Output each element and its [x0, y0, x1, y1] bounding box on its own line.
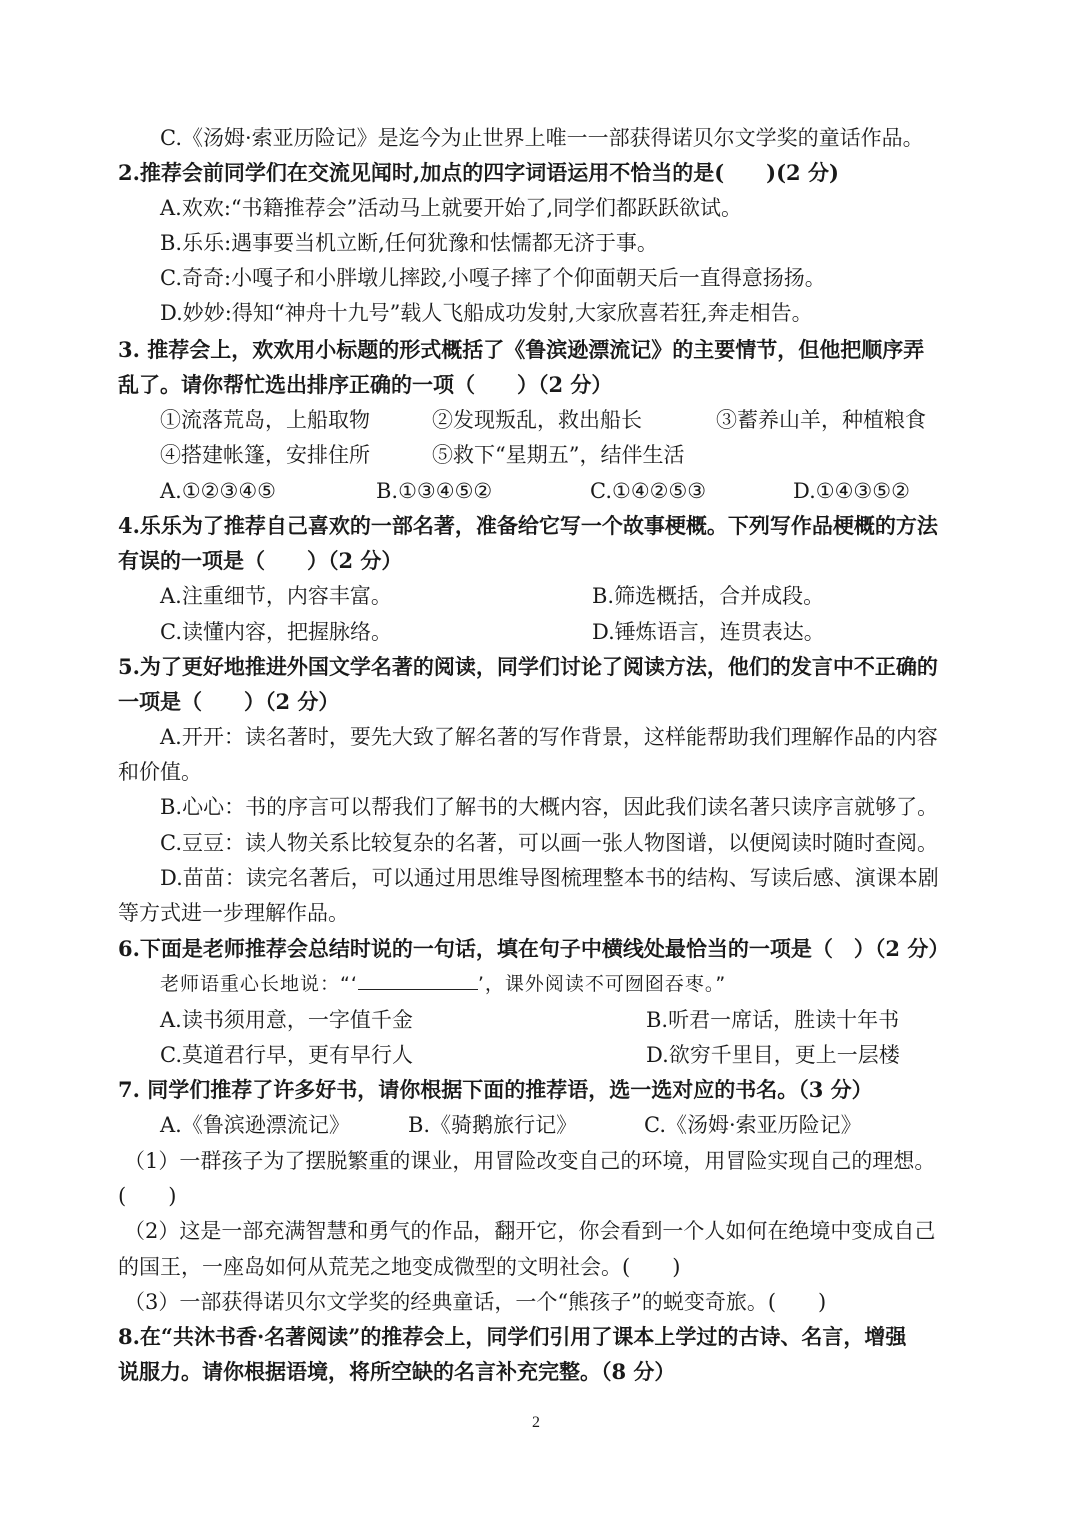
q3-item-1: ①流落荒岛，上船取物 [160, 408, 370, 432]
q5-option-b: B.心心：书的序言可以帮我们了解书的大概内容，因此我们读名著只读序言就够了。 [160, 795, 939, 819]
q4-option-d: D.锤炼语言，连贯表达。 [592, 620, 825, 644]
q5-option-c: C.豆豆：读人物关系比较复杂的名著，可以画一张人物图谱，以便阅读时随时查阅。 [160, 831, 938, 855]
q2-option-c: C.奇奇:小嘎子和小胖墩儿摔跤,小嘎子摔了个仰面朝天后一直得意扬扬。 [160, 266, 826, 290]
q3-option-d: D.①④③⑤② [793, 479, 910, 503]
q3-item-4: ④搭建帐篷，安排住所 [160, 443, 370, 467]
q6-teacher-quote [160, 969, 726, 999]
q5-stem-line1: 5.为了更好地推进外国文学名著的阅读，同学们讨论了阅读方法，他们的发言中不正确的 [118, 654, 938, 679]
q6-quote-before: 老师语重心长地说：“‘ [160, 973, 358, 995]
q3-item-5: ⑤救下“星期五”，结伴生活 [432, 443, 685, 467]
q8-stem-line2: 说服力。请你根据语境，将所空缺的名言补充完整。（8 分） [118, 1359, 676, 1384]
q2-stem: 2.推荐会前同学们在交流见闻时,加点的四字词语运用不恰当的是( )(2 分) [118, 160, 839, 185]
q6-option-b: B.听君一席话，胜读十年书 [646, 1008, 900, 1032]
q6-option-a: A.读书须用意，一字值千金 [160, 1008, 413, 1032]
q5-stem-line2: 一项是（ ）（2 分） [118, 689, 340, 714]
q8-stem-line1: 8.在“共沐书香·名著阅读”的推荐会上，同学们引用了课本上学过的古诗、名言，增强 [118, 1324, 907, 1349]
q6-fill-blank[interactable] [358, 971, 478, 990]
q7-item-1: （1）一群孩子为了摆脱繁重的课业，用冒险改变自己的环境，用冒险实现自己的理想。 [124, 1149, 936, 1173]
q6-option-d: D.欲穷千里目，更上一层楼 [646, 1043, 900, 1067]
q3-option-c: C.①④②⑤③ [590, 479, 707, 503]
q3-item-3: ③蓄养山羊，种植粮食 [716, 408, 926, 432]
q3-stem-line1: 3. 推荐会上，欢欢用小标题的形式概括了《鲁滨逊漂流记》的主要情节，但他把顺序弄 [118, 337, 925, 362]
q6-quote-after: ’，课外阅读不可囫囵吞枣。” [477, 973, 727, 995]
q7-book-b: B.《骑鹅旅行记》 [408, 1113, 578, 1137]
q7-item-2-line1: （2）这是一部充满智慧和勇气的作品，翻开它，你会看到一个人如何在绝境中变成自己 [124, 1219, 936, 1243]
q3-stem-line2: 乱了。请你帮忙选出排序正确的一项（ ）（2 分） [118, 372, 613, 397]
q3-option-a: A.①②③④⑤ [160, 479, 276, 503]
q5-option-d-line2: 等方式进一步理解作品。 [118, 901, 349, 925]
q7-stem: 7. 同学们推荐了许多好书，请你根据下面的推荐语，选一选对应的书名。（3 分） [118, 1077, 873, 1102]
q3-item-2: ②发现叛乱，救出船长 [432, 408, 642, 432]
q5-option-a-line1: A.开开：读名著时，要先大致了解名著的写作背景，这样能帮助我们理解作品的内容 [160, 725, 938, 749]
q6-option-c: C.莫道君行早，更有早行人 [160, 1043, 413, 1067]
q5-option-d-line1: D.苗苗：读完名著后，可以通过用思维导图梳理整本书的结构、写读后感、演课本剧 [160, 866, 939, 890]
q4-option-a: A.注重细节，内容丰富。 [160, 584, 392, 608]
q4-option-c: C.读懂内容，把握脉络。 [160, 620, 392, 644]
q7-item-1-answer: ( ) [118, 1184, 177, 1208]
q7-book-a: A.《鲁滨逊漂流记》 [160, 1113, 350, 1137]
q7-item-3: （3）一部获得诺贝尔文学奖的经典童话，一个“熊孩子”的蜕变奇旅。( ) [124, 1290, 827, 1314]
q2-option-a: A.欢欢:“书籍推荐会”活动马上就要开始了,同学们都跃跃欲试。 [160, 196, 743, 220]
q7-item-2-line2: 的国王，一座岛如何从荒芜之地变成微型的文明社会。( ) [118, 1255, 681, 1279]
page-number: 2 [532, 1414, 540, 1431]
q2-option-d: D.妙妙:得知“神舟十九号”载人飞船成功发射,大家欣喜若狂,奔走相告。 [160, 301, 813, 325]
q3-option-b: B.①③④⑤② [376, 479, 493, 503]
q5-option-a-line2: 和价值。 [118, 760, 202, 784]
q4-stem-line2: 有误的一项是（ ）（2 分） [118, 548, 403, 573]
q1-option-c: C.《汤姆·索亚历险记》是迄今为止世界上唯一一部获得诺贝尔文学奖的童话作品。 [160, 126, 924, 150]
q4-stem-line1: 4.乐乐为了推荐自己喜欢的一部名著，准备给它写一个故事梗概。下列写作品梗概的方法 [118, 513, 938, 538]
q6-stem: 6.下面是老师推荐会总结时说的一句话，填在句子中横线处最恰当的一项是（ ）（2 分） [118, 936, 950, 961]
q2-option-b: B.乐乐:遇事要当机立断,任何犹豫和怯懦都无济于事。 [160, 231, 658, 255]
q7-book-c: C.《汤姆·索亚历险记》 [644, 1113, 862, 1137]
q4-option-b: B.筛选概括，合并成段。 [592, 584, 825, 608]
